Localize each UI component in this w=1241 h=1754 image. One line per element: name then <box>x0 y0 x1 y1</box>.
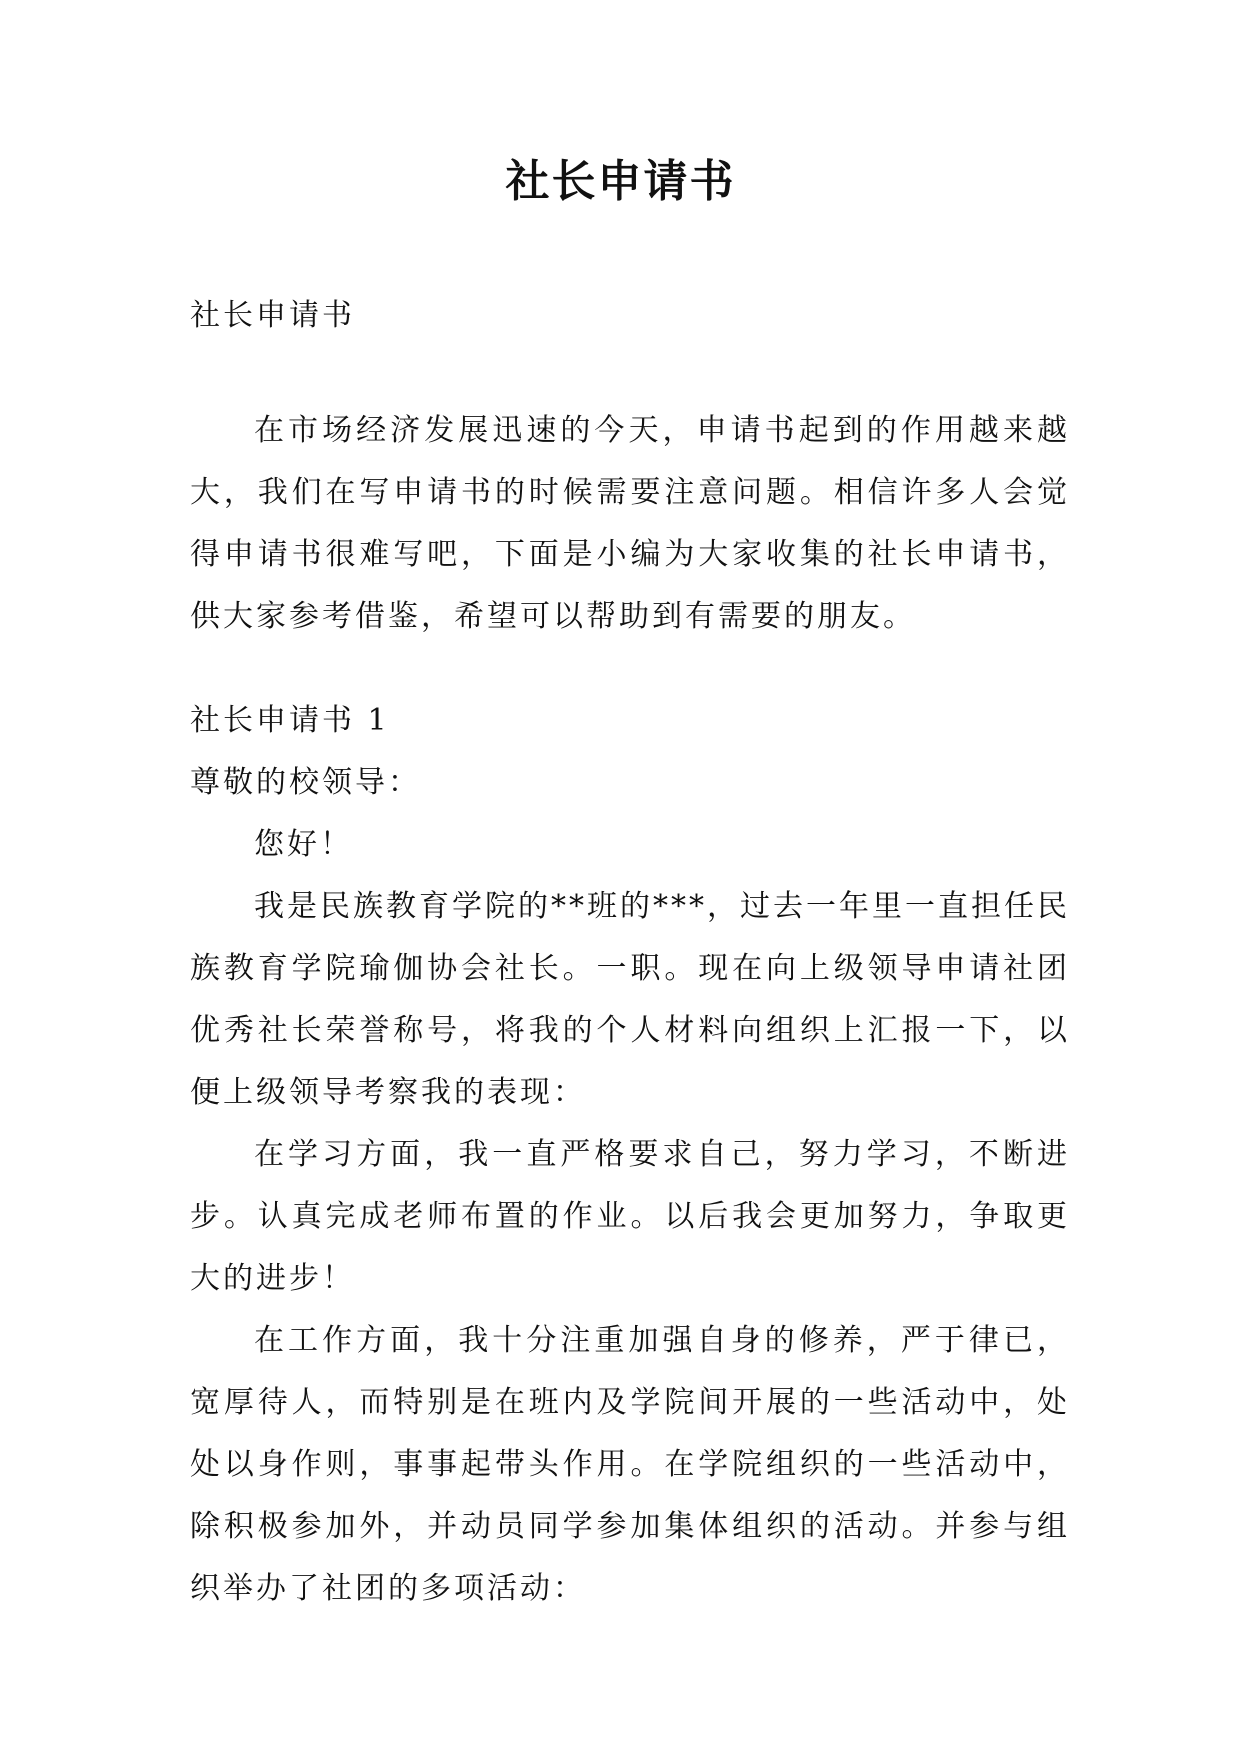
body-paragraph-introduction: 我是民族教育学院的**班的***，过去一年里一直担任民族教育学院瑜伽协会社长。一职。现在向上级领导申请社团优秀社长荣誉称号，将我的个人材料向组织上汇报一下，以便上级领导考察我的表现： <box>190 889 1070 1110</box>
salutation: 尊敬的校领导： <box>190 765 421 800</box>
page-title: 社长申请书 <box>505 156 736 207</box>
greeting: 您好！ <box>254 827 353 862</box>
body-paragraph-work: 在工作方面，我十分注重加强自身的修养，严于律已，宽厚待人，而特别是在班内及学院间开展的一些活动中，处处以身作则，事事起带头作用。在学院组织的一些活动中，除积极参加外，并动员同学参加集体组织的活动。并参与组织举办了社团的多项活动： <box>190 1323 1070 1606</box>
body-paragraph-study: 在学习方面，我一直严格要求自己，努力学习，不断进步。认真完成老师布置的作业。以后我会更加努力，争取更大的进步！ <box>190 1137 1070 1296</box>
section-heading: 社长申请书 1 <box>190 703 390 738</box>
intro-paragraph: 在市场经济发展迅速的今天，申请书起到的作用越来越大，我们在写申请书的时候需要注意问题。相信许多人会觉得申请书很难写吧，下面是小编为大家收集的社长申请书，供大家参考借鉴，希望可以帮助到有需要的朋友。 <box>190 413 1070 634</box>
document-subtitle: 社长申请书 <box>190 298 355 333</box>
